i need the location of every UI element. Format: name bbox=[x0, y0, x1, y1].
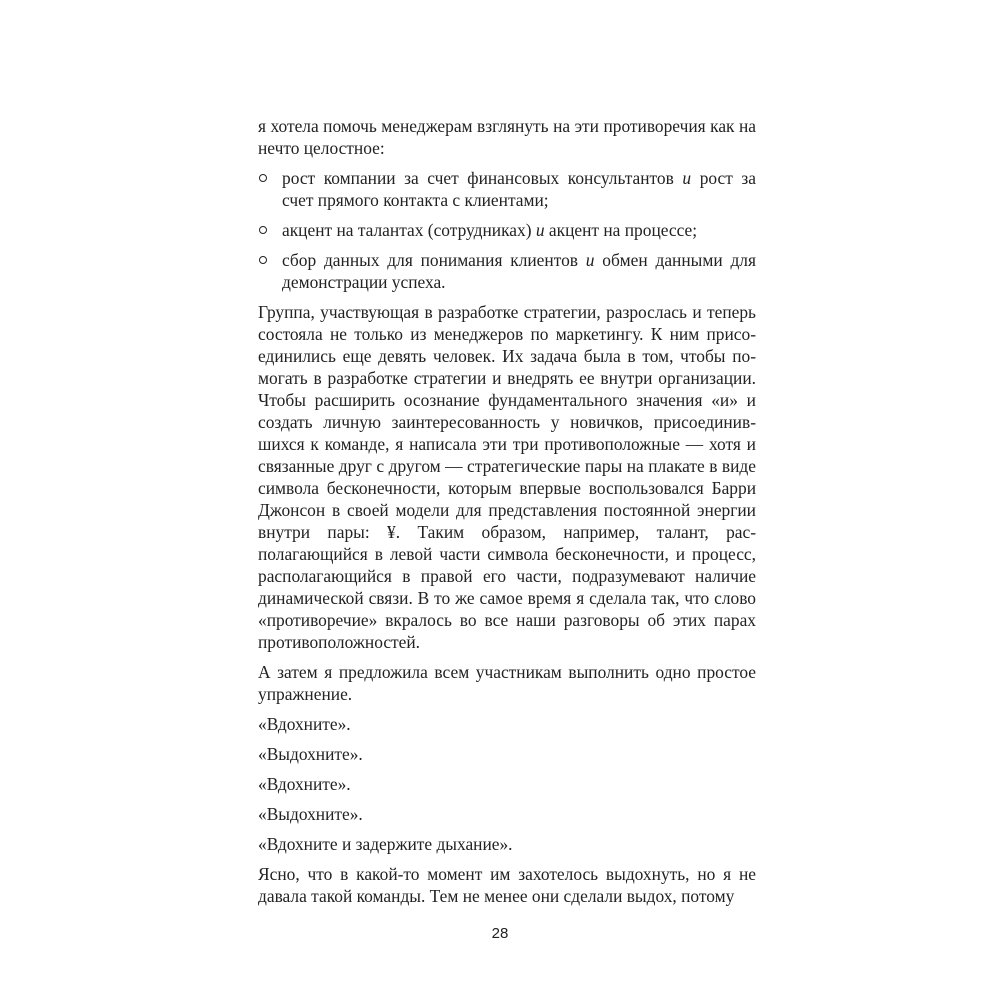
bullet-text-b: рост за счет прямого контакта с клиентами; bbox=[282, 168, 756, 210]
bullet-text-b: акцент на процессе; bbox=[548, 220, 698, 240]
breath-line: «Выдохните». bbox=[258, 804, 363, 824]
bullet-text-a: акцент на талантах (сотрудниках) bbox=[282, 220, 532, 240]
bullet-text-a: рост компании за счет финансовых консультантов bbox=[282, 168, 674, 188]
bullet-conjunction: и bbox=[682, 168, 692, 188]
page-number: 28 bbox=[491, 925, 509, 942]
circle-bullet-icon bbox=[259, 226, 267, 234]
strategy-group-paragraph: Группа, участвующая в разработке стратегии, разрослась и теперь состояла не только из менеджеров по маркетингу. К ним присоединились еще девять человек. Их задача была в том, чтобы помогать в разработке стратегии и внедрять ее внутри организации. Чтобы расширить осознание фундаментального значения «и» и создать личную заинтересованность у новичков, присоединившихся к команде, я написала эти три противоположные — хотя и связанные друг с другом — стратегические пары на плакате в виде символа бесконечности, которым впервые воспользовался Барри Джонсон в своей модели для представления постоянной энергии внутри пары: ¥. Таким образом, например, талант, располагающийся в левой части символа бесконечности, и процесс, располагающийся в правой его части, подразумевают наличие динамической связи. В то же самое время я сделала так, что слово «противоречие» вкралось во все наши разговоры об этих парах противоположностей. bbox=[258, 302, 756, 652]
list-item bbox=[258, 167, 756, 211]
circle-bullet-icon bbox=[259, 256, 267, 264]
closing-paragraph: Ясно, что в какой-то момент им захотелось выдохнуть, но я не давала такой команды. Тем не менее они сделали выдох, потому bbox=[258, 864, 756, 906]
intro-paragraph: я хотела помочь менеджерам взглянуть на эти противоречия как на нечто целостное: bbox=[258, 116, 756, 158]
list-item bbox=[258, 219, 756, 241]
exercise-paragraph: А затем я предложила всем участникам выполнить одно простое упражнение. bbox=[258, 662, 756, 704]
breath-line: «Вдохните». bbox=[258, 714, 351, 734]
bullet-conjunction: и bbox=[535, 220, 545, 240]
bullet-list bbox=[258, 167, 756, 293]
body-text bbox=[258, 115, 756, 915]
bullet-conjunction: и bbox=[585, 250, 595, 270]
circle-bullet-icon bbox=[259, 174, 267, 182]
bullet-text-a: сбор данных для понимания клиентов bbox=[282, 250, 578, 270]
breath-line: «Вдохните». bbox=[258, 774, 351, 794]
bullet-text-b: обмен данными для демонстрации успеха. bbox=[282, 250, 756, 292]
breath-line: «Выдохните». bbox=[258, 744, 363, 764]
list-item bbox=[258, 249, 756, 293]
breath-line: «Вдохните и задержите дыхание». bbox=[258, 834, 513, 854]
